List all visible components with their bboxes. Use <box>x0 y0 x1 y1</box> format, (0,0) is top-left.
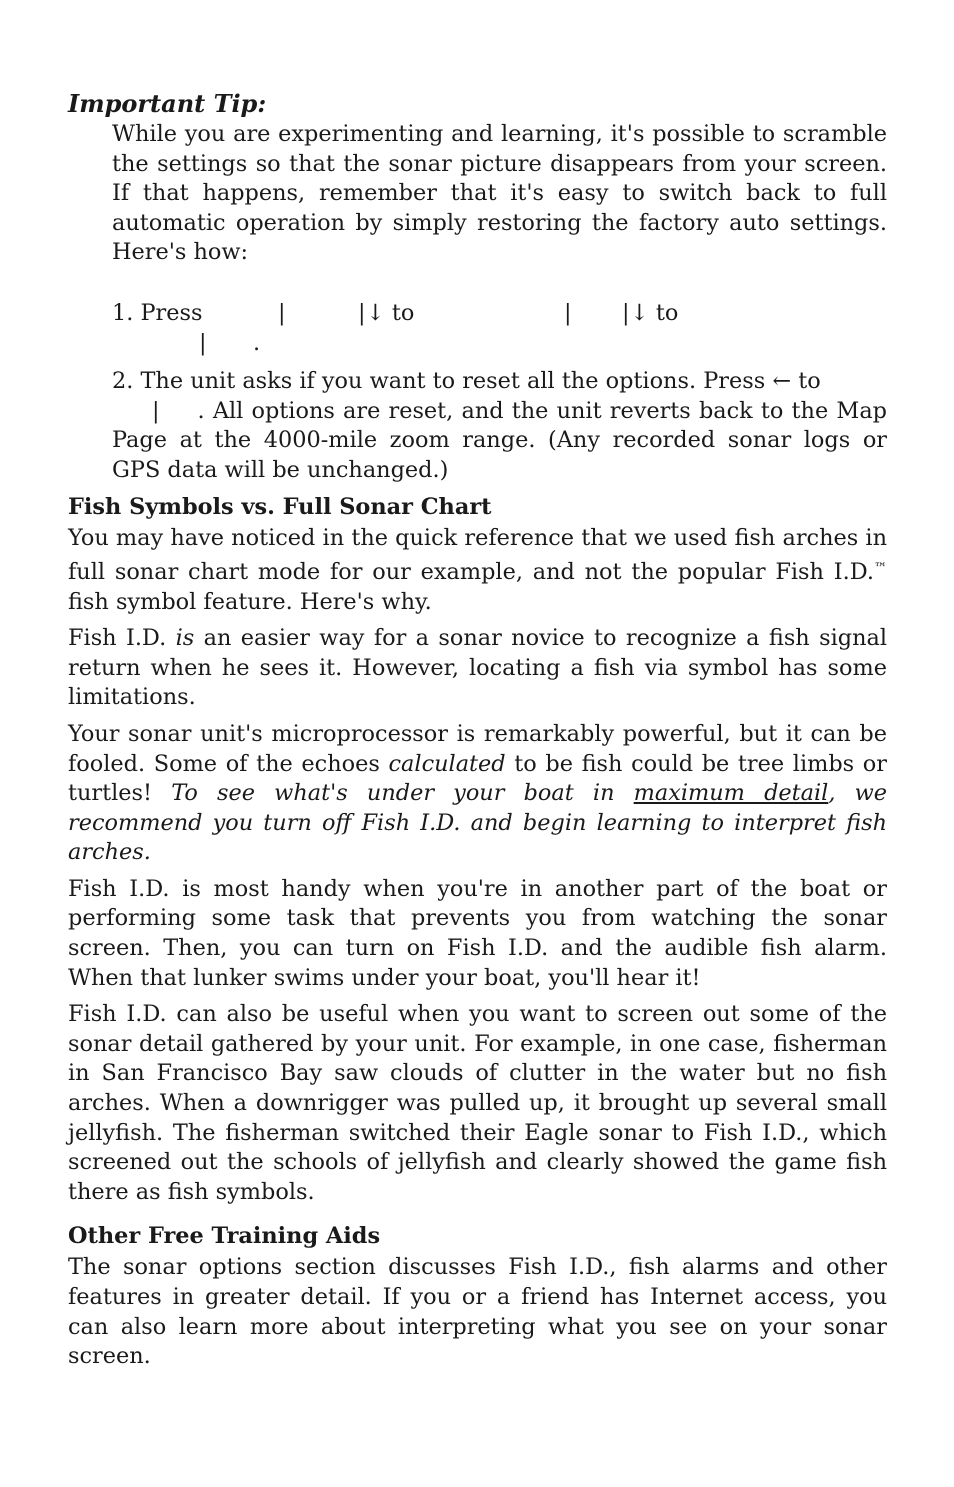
paragraph-text: Fish I.D. <box>68 625 176 652</box>
step-1-separator: | <box>358 299 366 326</box>
step-1-separator: | <box>199 329 207 356</box>
paragraph-text: to be fish could be tree limbs or turtles! <box>68 750 887 807</box>
fish-symbols-paragraph-2 <box>68 624 887 713</box>
training-aids-paragraph: The sonar options section discusses Fish I.D., fish alarms and other features in greater detail. If you or a friend has Internet access, you can also learn more about interpreting what you see on your sonar screen. <box>68 1254 887 1370</box>
step-1-separator: | <box>564 299 572 326</box>
step-1-arrow-to: ↓ to <box>366 299 415 326</box>
paragraph-text: You may have noticed in the quick reference that we used fish arches in full sonar chart mode for our example, and not the popular Fish I.D. <box>68 525 887 585</box>
paragraph-text: fish symbol feature. Here's why. <box>68 588 432 615</box>
step-2-separator: | <box>152 397 160 424</box>
emphasis-text: , we recommend you turn off Fish I.D. and begin learning to interpret fish arches. <box>68 780 888 866</box>
fish-symbols-paragraph-4: Fish I.D. is most handy when you're in another part of the boat or performing some task that prevents you from watching the sonar screen. Then, you can turn on Fish I.D. and the audible fish alarm. When that lunker swims under your boat, you'll hear it! <box>68 875 887 991</box>
step-2-start: 2. The unit asks if you want to reset all the options. Press ← to <box>112 367 821 394</box>
section-heading-training-aids: Other Free Training Aids <box>68 1223 381 1250</box>
step-1-number: 1. Press <box>112 299 203 326</box>
important-tip-title: Important Tip: <box>68 89 267 118</box>
step-1-end: . <box>253 329 261 356</box>
step-2-rest: . All options are reset, and the unit reverts back to the Map Page at the 4000-mile zoom range. (Any recorded sonar logs or GPS data will be unchanged.) <box>112 397 887 483</box>
step-1-line-2 <box>112 329 887 359</box>
fish-symbols-paragraph-5: Fish I.D. can also be useful when you want to screen out some of the sonar detail gathered by your unit. For example, in one case, fisherman in San Francisco Bay saw clouds of clutter in the water but no fish arches. When a downrigger was pulled up, it brought up several small jellyfish. The fisherman switched their Eagle sonar to Fish I.D., which screened out the schools of jellyfish and clearly showed the game fish there as fish symbols. <box>68 1001 887 1205</box>
step-1-arrow-to: ↓ to <box>630 299 679 326</box>
step-1-separator: | <box>278 299 286 326</box>
section-heading-fish-symbols: Fish Symbols vs. Full Sonar Chart <box>68 494 492 521</box>
paragraph-text: an easier way for a sonar novice to recognize a fish signal return when he sees it. However, locating a fish via symbol has some limitations. <box>68 625 888 711</box>
step-1-separator: | <box>622 299 630 326</box>
tip-paragraph: While you are experimenting and learning, it's possible to scramble the settings so that the sonar picture disappears from your screen. If that happens, remember that it's easy to switch back to full automatic operation by simply restoring the factory auto settings. Here's how: <box>112 121 887 266</box>
underlined-emphasis-text: maximum detail <box>633 780 829 807</box>
document-page <box>68 88 887 1372</box>
fish-symbols-paragraph-3 <box>68 720 887 868</box>
paragraph-text: Your sonar unit's microprocessor is remarkably powerful, but it can be fooled. Some of the echoes <box>68 720 887 777</box>
emphasis-text: calculated <box>388 750 506 777</box>
trademark-symbol: ™ <box>874 560 887 576</box>
emphasis-text: To see what's under your boat in <box>171 780 634 807</box>
emphasis-text: is <box>175 625 195 652</box>
step-1-line-1 <box>112 299 887 329</box>
fish-symbols-paragraph-1 <box>68 524 887 617</box>
step-2-paragraph <box>112 367 887 485</box>
